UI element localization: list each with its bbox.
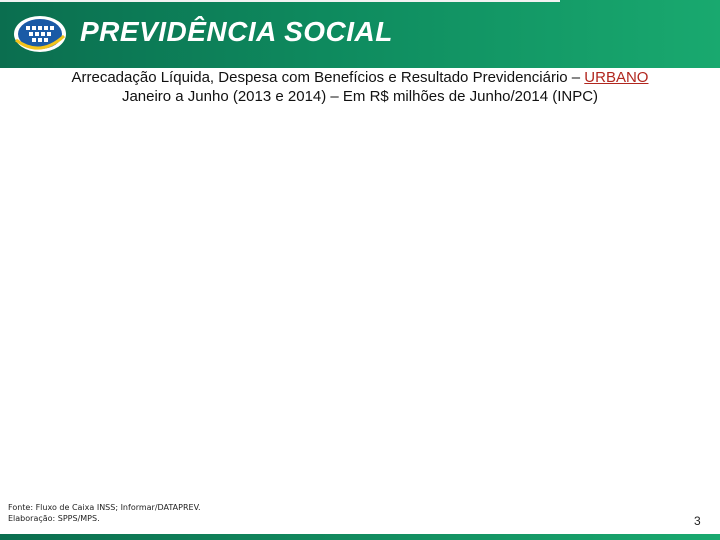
prepared-by-text: Elaboração: SPPS/MPS. <box>8 514 100 523</box>
source-note <box>8 502 201 524</box>
globe-logo-icon <box>12 14 68 54</box>
title-line-2: Janeiro a Junho (2013 e 2014) – Em R$ milhões de Junho/2014 (INPC) <box>121 88 599 105</box>
source-text: Fonte: Fluxo de Caixa INSS; Informar/DATAPREV. <box>8 503 201 512</box>
title-highlight-urbano: URBANO <box>584 69 649 86</box>
header-bar <box>0 0 720 68</box>
brand-title: PREVIDÊNCIA SOCIAL <box>80 16 393 47</box>
header-top-line <box>0 0 560 2</box>
title-line-1-text: Arrecadação Líquida, Despesa com Benefícios e Resultado Previdenciário – <box>71 69 585 86</box>
title-line-1 <box>0 68 720 87</box>
slide-title <box>0 68 720 106</box>
page-number: 3 <box>694 514 701 528</box>
footer-bar <box>0 534 720 540</box>
